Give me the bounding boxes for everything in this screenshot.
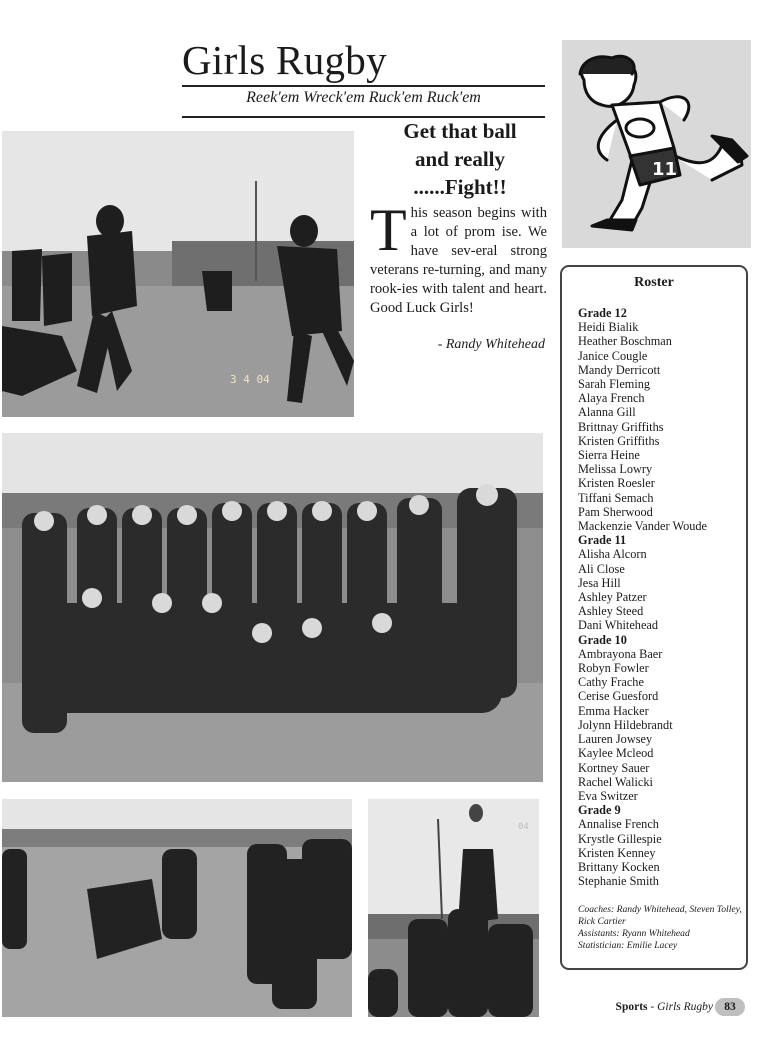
rugby-player-illustration [562,40,751,248]
roster-name: Brittnay Griffiths [578,419,664,434]
roster-name: Jolynn Hildebrandt [578,717,673,732]
roster-staff [578,904,746,952]
drop-cap: T [370,197,407,263]
roster-name: Alaya French [578,391,645,406]
photo-date-stamp: 3 4 04 [230,373,270,386]
roster-name: Kortney Sauer [578,760,650,775]
photo-lineout [368,799,539,1017]
photo-lineout-stamp: 04 [518,822,529,832]
rugby-player-cartoon [562,40,751,248]
photo-rugby-action-top-image [2,131,354,417]
roster-name: Kaylee Mcleod [578,746,654,761]
roster-group-label: Grade 9 [578,803,621,818]
byline: - Randy Whitehead [437,337,545,352]
roster-coaches: Coaches: Randy Whitehead, Steven Tolley, Rick Cartier [578,904,742,927]
roster-name: Kristen Kenney [578,845,656,860]
roster-name: Ambrayona Baer [578,646,663,661]
roster-name: Ali Close [578,561,625,576]
roster-name: Ashley Patzer [578,590,647,605]
roster-name: Ashley Steed [578,604,644,619]
roster-name: Kristen Griffiths [578,433,660,448]
roster-name: Brittany Kocken [578,859,660,874]
roster-name: Krystle Gillespie [578,831,662,846]
page-title: Girls Rugby [182,37,387,83]
photo-team-group [2,433,543,782]
photo-team-group-image [2,433,543,782]
roster-name: Lauren Jowsey [578,732,653,747]
roster-name: Sierra Heine [578,448,640,463]
roster-name: Pam Sherwood [578,504,653,519]
roster-name: Alisha Alcorn [578,547,647,562]
cartoon-jersey-number: 11 [652,159,678,180]
roster-assistants: Assistants: Ryann Whitehead [578,928,690,939]
roster-title: Roster [634,275,674,290]
page-footer [616,998,745,1016]
title-rule-top [182,85,545,87]
photo-rugby-action-bottom-left-image [2,799,352,1017]
headline [360,117,560,201]
roster-name: Robyn Fowler [578,661,649,676]
roster-name: Melissa Lowry [578,462,653,477]
footer-separator: - [647,1001,658,1013]
roster-statistician: Statistician: Emilie Lacey [578,940,678,951]
roster-group-label: Grade 12 [578,306,627,320]
photo-rugby-action-top [2,131,354,417]
roster-name: Mandy Derricott [578,362,661,377]
page-number: 83 [715,998,745,1016]
roster-name: Janice Cougle [578,348,648,363]
roster-name: Tiffani Semach [578,490,654,505]
roster-name: Eva Switzer [578,788,638,803]
roster-name: Kristen Roesler [578,476,655,491]
roster-box [560,265,748,970]
photo-rugby-action-bottom-left [2,799,352,1017]
roster-name: Annalise French [578,817,659,832]
page-subtitle: Reek'em Wreck'em Ruck'em Ruck'em [246,89,481,106]
intro-paragraph [370,197,547,318]
headline-line-2: and really [414,147,506,171]
roster-name: Stephanie Smith [578,874,659,889]
headline-line-3: ......Fight!! [413,175,507,199]
photo-lineout-image [368,799,539,1017]
roster-name: Emma Hacker [578,703,649,718]
headline-line-1: Get that ball [403,119,517,143]
roster-name: Heather Boschman [578,334,672,349]
roster-name: Alanna Gill [578,405,636,420]
roster-name: Rachel Walicki [578,774,653,789]
roster-name: Mackenzie Vander Woude [578,519,707,534]
roster-name: Sarah Fleming [578,377,651,392]
roster-group-label: Grade 11 [578,533,627,548]
footer-label: Girls Rugby [657,1001,713,1013]
roster-list [578,306,746,888]
roster-name: Dani Whitehead [578,618,659,633]
intro-text: his season begins with a lot of prom ise. We have sev-eral strong veterans re-turning, and many rook-ies with talent and heart. Good Luck Girls! [370,205,547,316]
roster-group-label: Grade 10 [578,632,627,647]
footer-section: Sports [615,1001,648,1013]
roster-name: Heidi Bialik [578,320,639,335]
roster-name: Cerise Guesford [578,689,659,704]
roster-name: Cathy Frache [578,675,644,690]
roster-name: Jesa Hill [578,575,621,590]
